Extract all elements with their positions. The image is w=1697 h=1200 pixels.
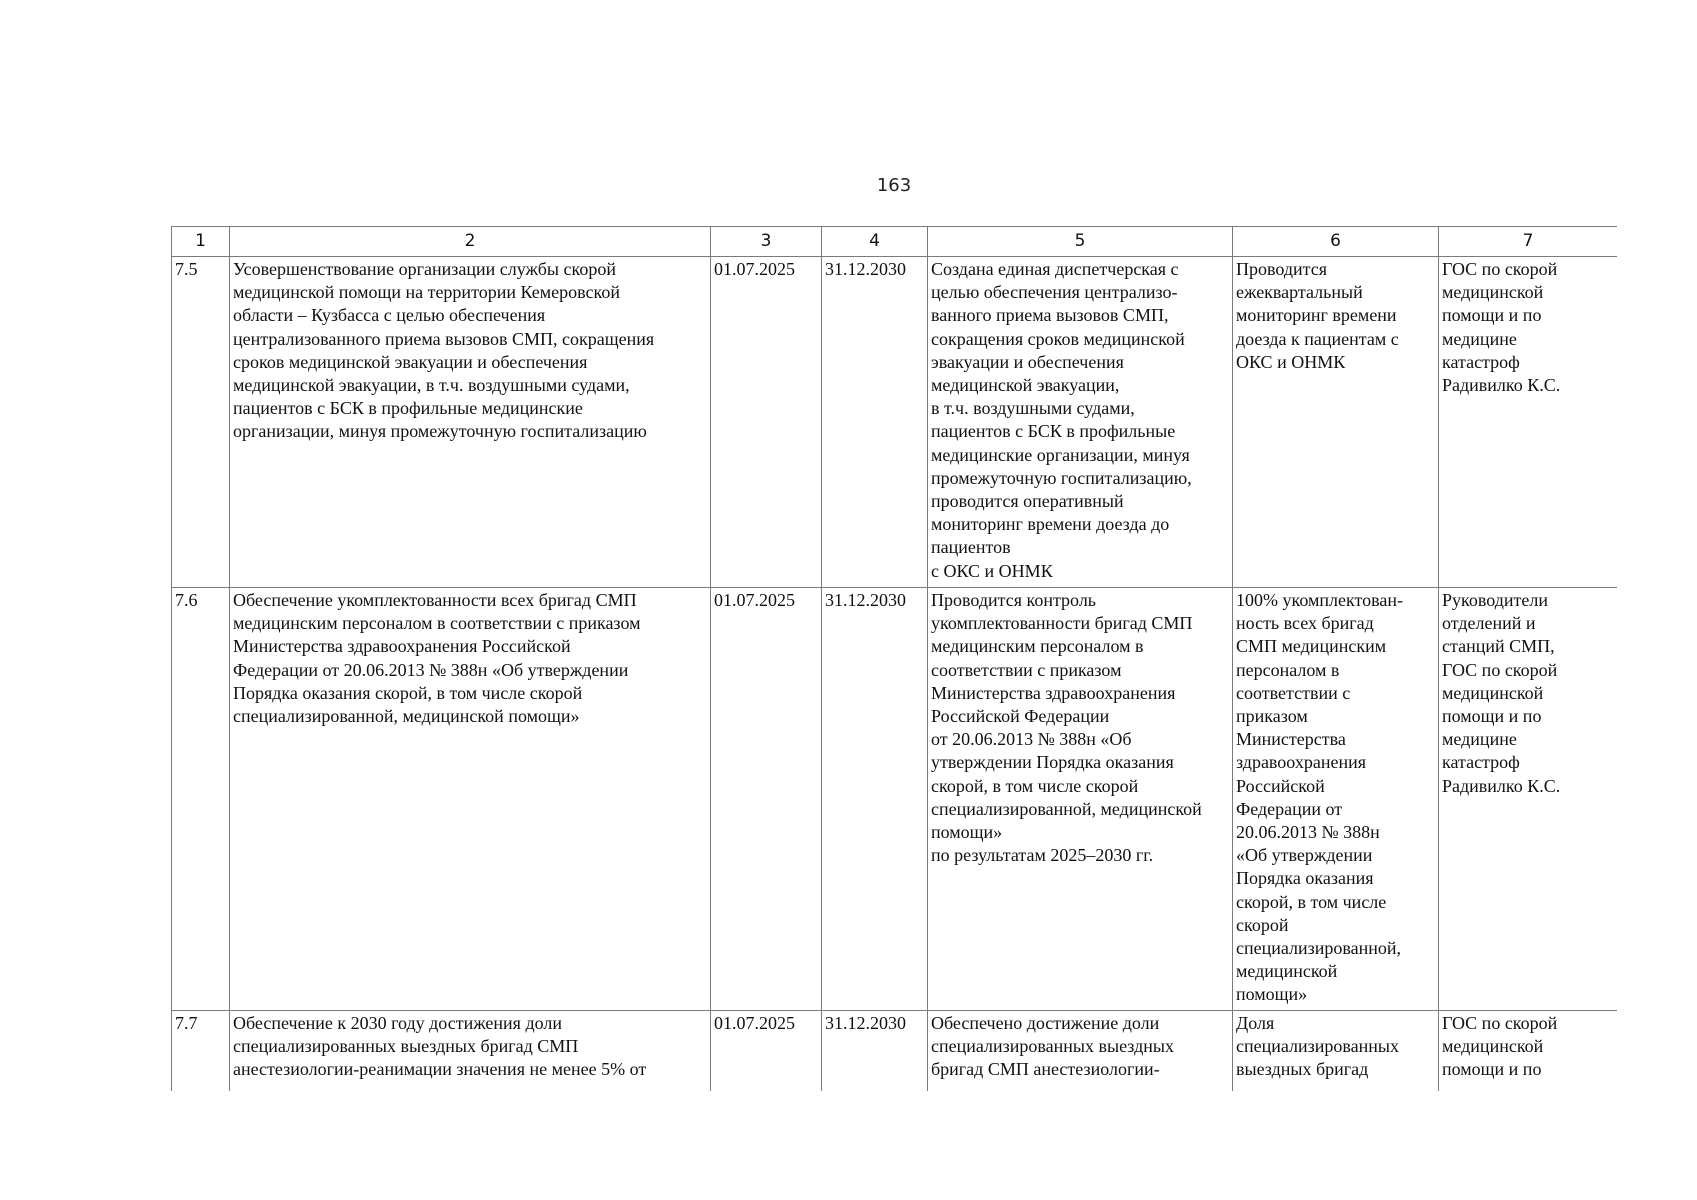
indicator-cell: Проводится ежеквартальный мониторинг времени доезда к пациентам с ОКС и ОНМК	[1233, 257, 1439, 588]
table-container	[171, 226, 1617, 1091]
task-cell: Усовершенствование организации службы скорой медицинской помощи на территории Кемеровской области – Кузбасса с целью обеспечения централизованного приема вызовов СМП, сокращения сроков медицинской эвакуации и обеспечения медицинской эвакуации, в т.ч. воздушными судами, пациентов с БСК в профильные медицинские организации, минуя промежуточную госпитализацию	[230, 257, 711, 588]
responsible-cell: ГОС по скорой медицинской помощи и по медицине катастроф Радивилко К.С.	[1439, 257, 1618, 588]
row-number: 7.7	[172, 1011, 230, 1092]
column-header: 4	[822, 227, 928, 257]
column-header: 3	[711, 227, 822, 257]
page-number: 163	[876, 175, 912, 196]
column-header: 7	[1439, 227, 1618, 257]
row-number: 7.6	[172, 588, 230, 1011]
result-cell: Обеспечено достижение доли специализированных выездных бригад СМП анестезиологии-	[928, 1011, 1233, 1092]
column-header: 5	[928, 227, 1233, 257]
end-date-cell: 31.12.2030	[822, 1011, 928, 1092]
responsible-cell: Руководители отделений и станций СМП, ГОС по скорой медицинской помощи и по медицине катастроф Радивилко К.С.	[1439, 588, 1618, 1011]
row-number: 7.5	[172, 257, 230, 588]
table-row	[172, 588, 1618, 1011]
column-header: 1	[172, 227, 230, 257]
responsible-cell: ГОС по скорой медицинской помощи и по	[1439, 1011, 1618, 1092]
measures-table	[171, 226, 1617, 1091]
result-cell: Создана единая диспетчерская с целью обеспечения централизо- ванного приема вызовов СМП, сокращения сроков медицинской эвакуации и обеспечения медицинской эвакуации, в т.ч. воздушными судами, пациентов с БСК в профильные медицинские организации, минуя промежуточную госпитализацию, проводится оперативный мониторинг времени доезда до пациентов с ОКС и ОНМК	[928, 257, 1233, 588]
header-row	[172, 227, 1618, 257]
result-cell: Проводится контроль укомплектованности бригад СМП медицинским персоналом в соответствии с приказом Министерства здравоохранения Российской Федерации от 20.06.2013 № 388н «Об утверждении Порядка оказания скорой, в том числе скорой специализированной, медицинской помощи» по результатам 2025–2030 гг.	[928, 588, 1233, 1011]
table-row	[172, 257, 1618, 588]
start-date-cell: 01.07.2025	[711, 1011, 822, 1092]
indicator-cell: Доля специализированных выездных бригад	[1233, 1011, 1439, 1092]
indicator-cell: 100% укомплектован- ность всех бригад СМП медицинским персоналом в соответствии с приказом Министерства здравоохранения Российской Федерации от 20.06.2013 № 388н «Об утверждении Порядка оказания скорой, в том числе скорой специализированной, медицинской помощи»	[1233, 588, 1439, 1011]
task-cell: Обеспечение укомплектованности всех бригад СМП медицинским персоналом в соответствии с приказом Министерства здравоохранения Российской Федерации от 20.06.2013 № 388н «Об утверждении Порядка оказания скорой, в том числе скорой специализированной, медицинской помощи»	[230, 588, 711, 1011]
table-row	[172, 1011, 1618, 1092]
start-date-cell: 01.07.2025	[711, 588, 822, 1011]
column-header: 6	[1233, 227, 1439, 257]
end-date-cell: 31.12.2030	[822, 588, 928, 1011]
column-header: 2	[230, 227, 711, 257]
task-cell: Обеспечение к 2030 году достижения доли специализированных выездных бригад СМП анестезиологии-реанимации значения не менее 5% от	[230, 1011, 711, 1092]
end-date-cell: 31.12.2030	[822, 257, 928, 588]
start-date-cell: 01.07.2025	[711, 257, 822, 588]
